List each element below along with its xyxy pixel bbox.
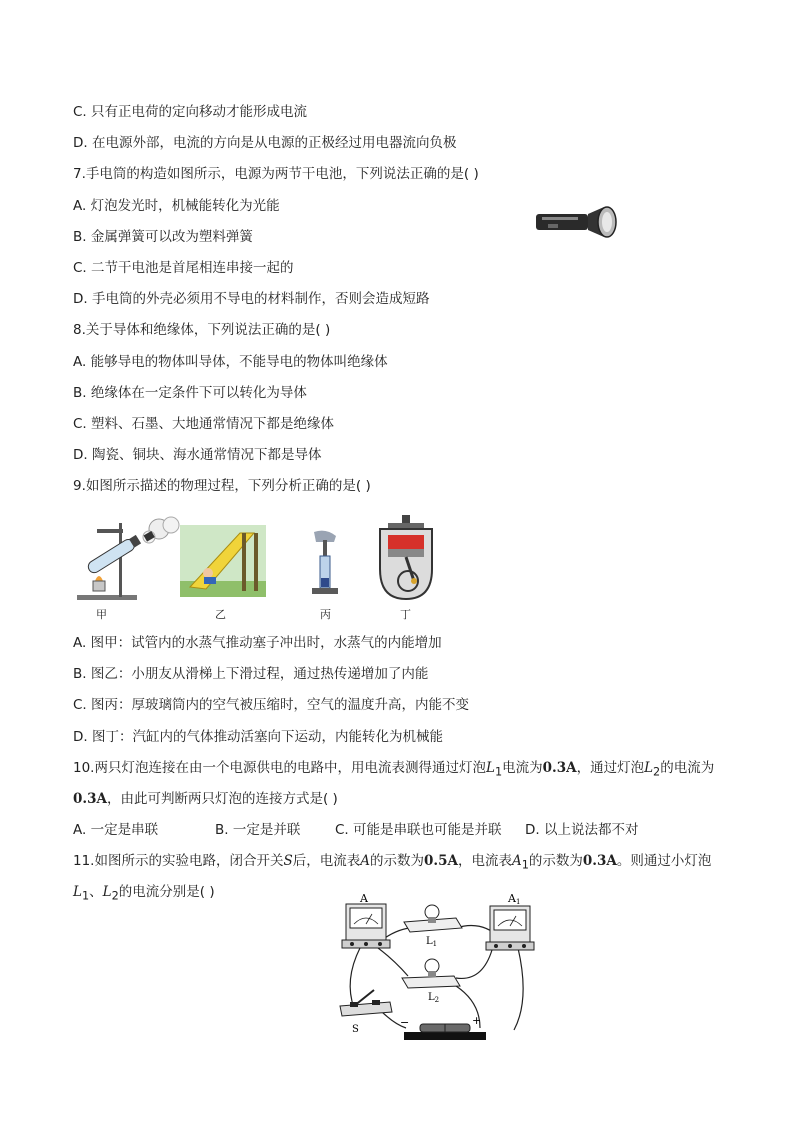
q7-option-a: A. 灯泡发光时，机械能转化为光能: [73, 198, 280, 214]
q6-option-c: C. 只有正电荷的定向移动才能形成电流: [73, 104, 308, 120]
ammeter-a1-icon: [486, 906, 534, 950]
q10-stem-line1: 10.两只灯泡连接在由一个电源供电的电路中，用电流表测得通过灯泡$L_1$电流为0.3A，通过灯泡$L_2$的电流为: [73, 760, 715, 779]
q9-option-a: A. 图甲：试管内的水蒸气推动塞子冲出时，水蒸气的内能增加: [73, 635, 442, 651]
label-battery-plus: +: [472, 1014, 482, 1027]
q11-circuit-figure: [332, 890, 544, 1042]
ammeter-a-icon: [342, 904, 390, 948]
label-switch-s: S: [352, 1024, 359, 1035]
q11-stem-line2: $L_1$、$L_2$的电流分别是( ): [73, 884, 215, 903]
q11-stem-line1: 11.如图所示的实验电路，闭合开关S后，电流表A的示数为0.5A，电流表$A_1$的示数为0.3A。则通过小灯泡: [73, 853, 712, 872]
q8-option-b: B. 绝缘体在一定条件下可以转化为导体: [73, 385, 307, 401]
switch-s-icon: [340, 990, 392, 1016]
q9-option-c: C. 图丙：厚玻璃筒内的空气被压缩时，空气的温度升高，内能不变: [73, 697, 470, 713]
fig-ding-engine: [374, 515, 438, 603]
label-bulb-l2: $L_2$: [428, 992, 440, 1004]
q7-option-d: D. 手电筒的外壳必须用不导电的材料制作，否则会造成短路: [73, 291, 430, 307]
bulb-l1-icon: [404, 905, 462, 932]
q8-option-c: C. 塑料、石墨、大地通常情况下都是绝缘体: [73, 416, 335, 432]
q7-option-b: B. 金属弹簧可以改为塑料弹簧: [73, 229, 253, 245]
q8-option-d: D. 陶瓷、铜块、海水通常情况下都是导体: [73, 447, 322, 463]
q8-option-a: A. 能够导电的物体叫导体，不能导电的物体叫绝缘体: [73, 354, 388, 370]
q10-option-c: C. 可能是串联也可能是并联: [335, 822, 502, 838]
flashlight-figure: [534, 204, 620, 240]
q7-stem: 7.手电筒的构造如图所示，电源为两节干电池，下列说法正确的是( ): [73, 166, 479, 182]
fig-label-ding: 丁: [400, 608, 411, 621]
q9-option-b: B. 图乙：小朋友从滑梯上下滑过程，通过热传递增加了内能: [73, 666, 429, 682]
q10-option-d: D. 以上说法都不对: [525, 822, 639, 838]
fig-label-bing: 丙: [320, 608, 331, 621]
q10-option-b: B. 一定是并联: [215, 822, 301, 838]
fig-label-yi: 乙: [215, 608, 226, 621]
q9-stem: 9.如图所示描述的物理过程，下列分析正确的是( ): [73, 478, 371, 494]
q8-stem: 8.关于导体和绝缘体，下列说法正确的是( ): [73, 322, 331, 338]
fig-jia-test-tube: [73, 515, 183, 605]
q10-stem-line2: 0.3A，由此可判断两只灯泡的连接方式是( ): [73, 791, 338, 807]
fig-label-jia: 甲: [96, 608, 107, 621]
fig-bing-cylinder: [300, 530, 350, 602]
q7-option-c: C. 二节干电池是首尾相连串接一起的: [73, 260, 294, 276]
bulb-l2-icon: [402, 959, 460, 988]
q9-option-d: D. 图丁：汽缸内的气体推动活塞向下运动，内能转化为机械能: [73, 729, 443, 745]
label-ammeter-a1: A1: [508, 892, 521, 906]
q10-option-a: A. 一定是串联: [73, 822, 159, 838]
label-battery-minus: −: [400, 1016, 410, 1029]
label-bulb-l1: $L_1$: [426, 936, 438, 948]
q6-option-d: D. 在电源外部，电流的方向是从电源的正极经过用电器流向负极: [73, 135, 457, 151]
fig-yi-slide: [180, 525, 266, 597]
label-ammeter-a: A: [360, 892, 368, 905]
